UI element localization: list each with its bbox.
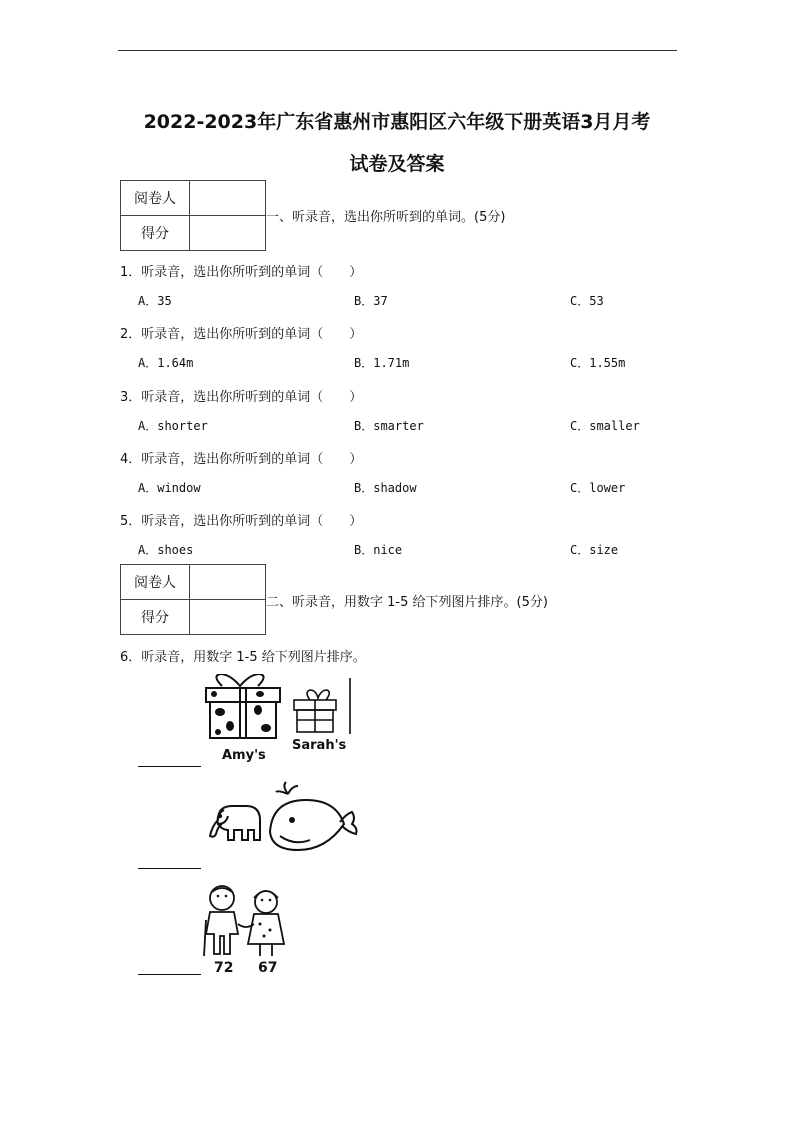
score-table-2	[120, 564, 266, 635]
question-2-option-a[interactable]: A．1.64m	[138, 356, 194, 370]
question-3-option-a[interactable]: A．shorter	[138, 419, 208, 433]
elephant-whale-picture	[200, 780, 360, 870]
question-6-stem: 6．听录音，用数字 1-5 给下列图片排序。	[120, 650, 366, 665]
gifts-picture	[200, 674, 355, 766]
question-3-option-b[interactable]: B．smarter	[354, 419, 424, 433]
score-label: 得分	[121, 600, 190, 635]
answer-blank-1[interactable]	[138, 766, 201, 767]
answer-blank-2[interactable]	[138, 868, 201, 869]
gift-label-sarah: Sarah's	[292, 738, 347, 753]
age-label-grandma: 67	[258, 960, 278, 976]
question-4-option-b[interactable]: B．shadow	[354, 481, 417, 495]
question-4-option-c[interactable]: C．lower	[570, 481, 626, 495]
question-3-stem: 3．听录音，选出你所听到的单词（ ）	[120, 390, 363, 405]
question-4-stem: 4．听录音，选出你所听到的单词（ ）	[120, 452, 363, 467]
page-subtitle: 试卷及答案	[349, 153, 445, 175]
header-rule	[118, 50, 677, 51]
reviewer-box[interactable]	[190, 181, 266, 216]
question-5-option-b[interactable]: B．nice	[354, 543, 403, 557]
question-1-option-c[interactable]: C．53	[570, 294, 604, 308]
question-2-option-c[interactable]: C．1.55m	[570, 356, 626, 370]
answer-blank-3[interactable]	[138, 974, 201, 975]
section-2-heading: 二、听录音，用数字 1-5 给下列图片排序。(5分)	[266, 595, 548, 610]
score-box[interactable]	[190, 600, 266, 635]
page-title: 2022-2023年广东省惠州市惠阳区六年级下册英语3月月考	[143, 111, 651, 133]
reviewer-label: 阅卷人	[121, 565, 190, 600]
question-2-option-b[interactable]: B．1.71m	[354, 356, 410, 370]
score-table-1	[120, 180, 266, 251]
question-1-stem: 1．听录音，选出你所听到的单词（ ）	[120, 265, 363, 280]
gift-label-amy: Amy's	[222, 748, 266, 763]
age-label-grandpa: 72	[214, 960, 234, 976]
question-2-stem: 2．听录音，选出你所听到的单词（ ）	[120, 327, 363, 342]
reviewer-label: 阅卷人	[121, 181, 190, 216]
score-box[interactable]	[190, 216, 266, 251]
question-1-option-a[interactable]: A．35	[138, 294, 172, 308]
grandparents-picture	[198, 880, 298, 976]
question-5-option-a[interactable]: A．shoes	[138, 543, 194, 557]
question-5-option-c[interactable]: C．size	[570, 543, 619, 557]
question-1-option-b[interactable]: B．37	[354, 294, 388, 308]
score-label: 得分	[121, 216, 190, 251]
section-1-heading: 一、听录音，选出你所听到的单词。(5分)	[266, 210, 506, 225]
reviewer-box[interactable]	[190, 565, 266, 600]
question-3-option-c[interactable]: C．smaller	[570, 419, 640, 433]
question-5-stem: 5．听录音，选出你所听到的单词（ ）	[120, 514, 363, 529]
question-4-option-a[interactable]: A．window	[138, 481, 201, 495]
